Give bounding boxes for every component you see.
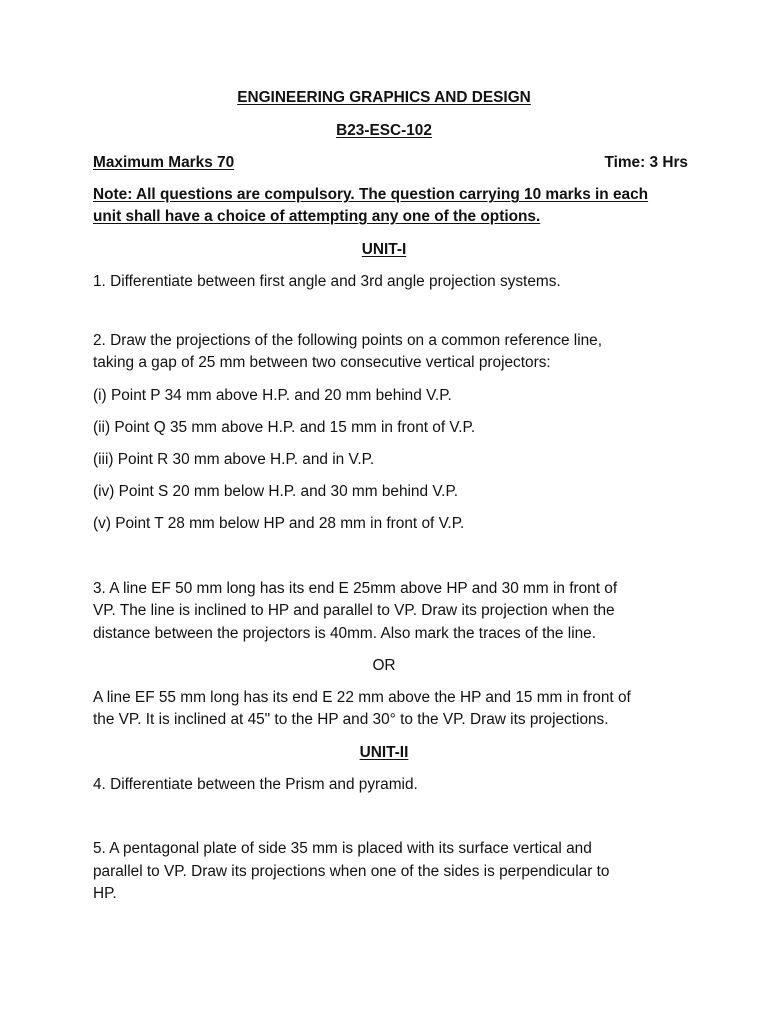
question-2-item: (iii) Point R 30 mm above H.P. and in V.P.	[93, 451, 375, 468]
time-allowed: Time: 3 Hrs	[604, 154, 688, 171]
question-5-line-3: HP.	[93, 885, 117, 902]
unit-1-heading: UNIT-I	[361, 241, 407, 258]
question-5-line-2: parallel to VP. Draw its projections when one of the sides is perpendicular to	[93, 863, 610, 880]
question-2-line-2: taking a gap of 25 mm between two consecutive vertical projectors:	[93, 354, 551, 371]
question-2-item: (i) Point P 34 mm above H.P. and 20 mm behind V.P.	[93, 387, 452, 404]
note-line-2: unit shall have a choice of attempting any one of the options.	[93, 208, 541, 225]
question-2-line-1: 2. Draw the projections of the following points on a common reference line,	[93, 332, 603, 349]
question-2-item: (ii) Point Q 35 mm above H.P. and 15 mm in front of V.P.	[93, 419, 476, 436]
question-3-line-3: distance between the projectors is 40mm. Also mark the traces of the line.	[93, 625, 597, 642]
note-line-1: Note: All questions are compulsory. The question carrying 10 marks in each	[93, 186, 649, 203]
marks-time-row	[93, 152, 688, 174]
question-3-alt-line-1: A line EF 55 mm long has its end E 22 mm above the HP and 15 mm in front of	[93, 689, 631, 706]
course-code: B23-ESC-102	[336, 122, 432, 139]
question-3-line-2: VP. The line is inclined to HP and parallel to VP. Draw its projection when the	[93, 602, 615, 619]
question-3-alt-line-2: the VP. It is inclined at 45" to the HP and 30° to the VP. Draw its projections.	[93, 711, 609, 728]
question-2-item: (iv) Point S 20 mm below H.P. and 30 mm behind V.P.	[93, 483, 459, 500]
question-5-line-1: 5. A pentagonal plate of side 35 mm is placed with its surface vertical and	[93, 840, 592, 857]
unit-2-heading: UNIT-II	[359, 744, 409, 761]
question-1: 1. Differentiate between first angle and 3rd angle projection systems.	[93, 273, 561, 290]
maximum-marks: Maximum Marks 70	[93, 154, 235, 171]
or-separator: OR	[372, 657, 396, 674]
exam-title: ENGINEERING GRAPHICS AND DESIGN	[237, 89, 531, 106]
question-2-item: (v) Point T 28 mm below HP and 28 mm in front of V.P.	[93, 515, 465, 532]
question-3-line-1: 3. A line EF 50 mm long has its end E 25mm above HP and 30 mm in front of	[93, 580, 618, 597]
question-4: 4. Differentiate between the Prism and pyramid.	[93, 776, 418, 793]
